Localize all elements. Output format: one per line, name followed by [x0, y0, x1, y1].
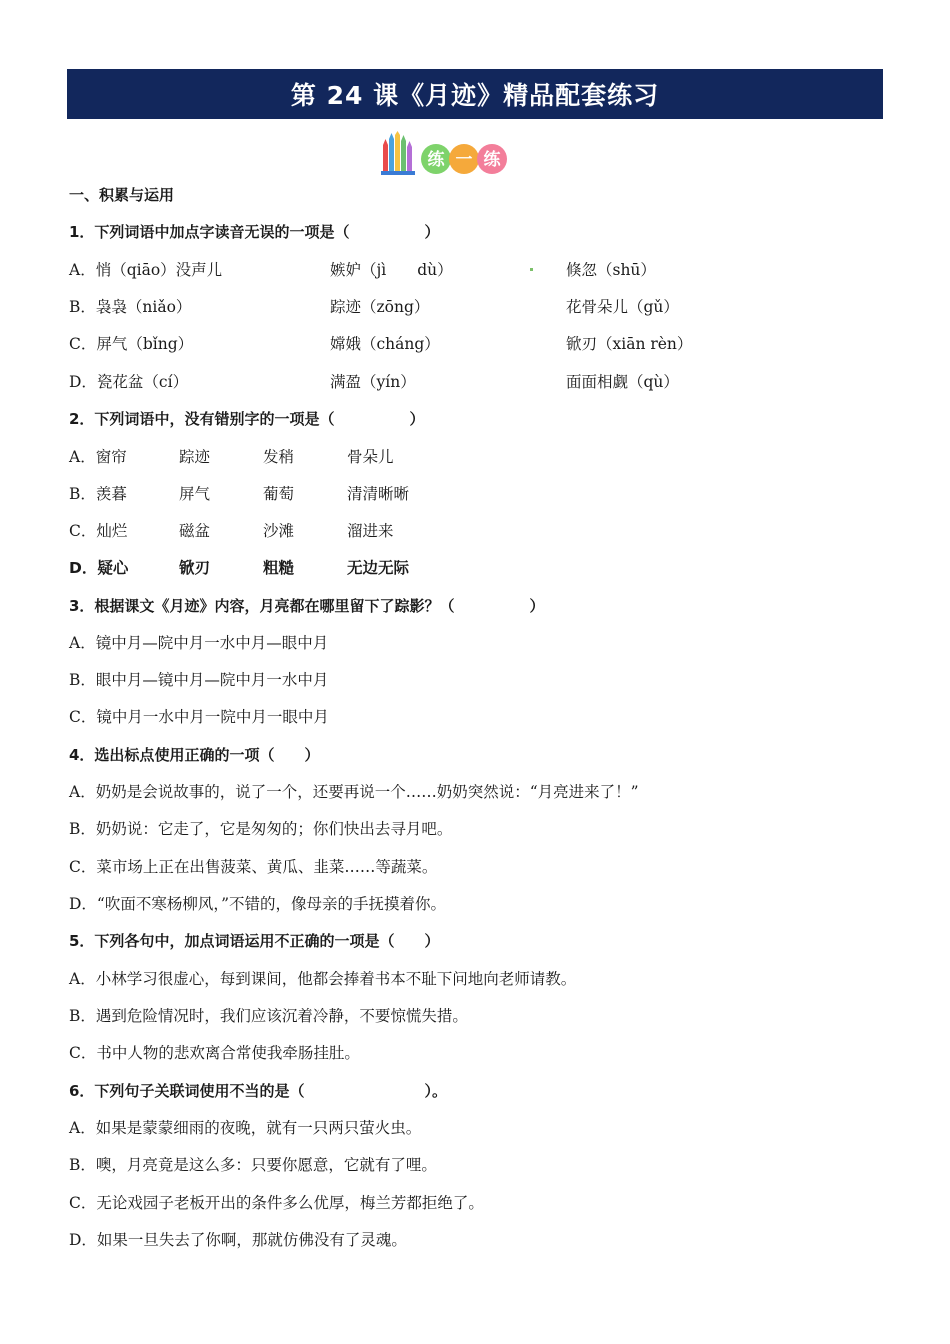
q5-option-c: C．书中人物的悲欢离合常使我牵肠挂肚。 — [69, 1044, 360, 1062]
q2-option-d-4: 无边无际 — [347, 559, 410, 577]
q6-option-d: D．如果一旦失去了你啊，那就仿佛没有了灵魂。 — [69, 1231, 407, 1249]
q2-option-c-2: 磁盆 — [179, 522, 211, 540]
q3-option-b: B．眼中月—镜中月—院中月一水中月 — [69, 671, 329, 689]
q1-option-a-2: 嫉妒（jì dù） — [330, 261, 453, 279]
q4-option-b: B．奶奶说：它走了，它是匆匆的；你们快出去寻月吧。 — [69, 820, 453, 838]
q2-option-a-1: A．窗帘 — [69, 448, 127, 466]
question-2-stem: 2．下列词语中，没有错别字的一项是（ ） — [69, 410, 425, 428]
q2-option-a-4: 骨朵儿 — [347, 448, 394, 466]
colored-pencils-icon — [381, 131, 415, 175]
practice-logo — [381, 131, 513, 177]
q2-option-c-3: 沙滩 — [263, 522, 295, 540]
q5-option-b: B．遇到危险情况时，我们应该沉着冷静，不要惊慌失措。 — [69, 1007, 468, 1025]
q1-option-a-3: 倏忽（shū） — [566, 261, 656, 279]
q1-option-d-3: 面面相觑（qù） — [566, 373, 679, 391]
q1-option-d-2: 满盈（yín） — [330, 373, 416, 391]
q2-option-d-2: 锨刃 — [179, 559, 211, 577]
q2-option-b-2: 屏气 — [179, 485, 211, 503]
question-3-stem: 3．根据课文《月迹》内容，月亮都在哪里留下了踪影？（ ） — [69, 597, 545, 615]
q6-option-c: C．无论戏园子老板开出的条件多么优厚，梅兰芳都拒绝了。 — [69, 1194, 484, 1212]
q1-option-b-1: B．袅袅（niǎo） — [69, 298, 192, 316]
question-6-stem: 6．下列句子关联词使用不当的是（ ）。 — [69, 1082, 447, 1100]
q1-option-c-2: 嫦娥（cháng） — [330, 335, 440, 353]
q1-option-b-3: 花骨朵儿（gǔ） — [566, 298, 679, 316]
q2-option-d-1: D．疑心 — [69, 559, 129, 577]
logo-char-3: 练 — [483, 150, 501, 170]
q2-option-d-3: 粗糙 — [263, 559, 295, 577]
title-banner — [67, 69, 883, 119]
stray-dot — [530, 268, 533, 271]
q2-option-c-1: C．灿烂 — [69, 522, 128, 540]
q1-option-d-1: D．瓷花盆（cí） — [69, 373, 189, 391]
q1-option-c-3: 锨刃（xiān rèn） — [566, 335, 693, 353]
q2-option-b-1: B．羡暮 — [69, 485, 127, 503]
q1-option-a-1: A．悄（qiāo）没声儿 — [69, 261, 223, 279]
logo-char-2: 一 — [455, 150, 473, 170]
q2-option-a-3: 发稍 — [263, 448, 295, 466]
q2-option-a-2: 踪迹 — [179, 448, 211, 466]
q3-option-a: A．镜中月—院中月一水中月—眼中月 — [69, 634, 329, 652]
q2-option-b-3: 葡萄 — [263, 485, 295, 503]
q2-option-b-4: 清清晰晰 — [347, 485, 410, 503]
page-title: 第 24 课《月迹》精品配套练习 — [290, 81, 660, 110]
question-5-stem: 5．下列各句中，加点词语运用不正确的一项是（ ） — [69, 932, 440, 950]
q1-option-c-1: C．屏气（bǐng） — [69, 335, 194, 353]
question-4-stem: 4．选出标点使用正确的一项（ ） — [69, 746, 320, 764]
q2-option-c-4: 溜进来 — [347, 522, 394, 540]
q6-option-b: B．噢，月亮竟是这么多：只要你愿意，它就有了哩。 — [69, 1156, 437, 1174]
q3-option-c: C．镜中月一水中月一院中月一眼中月 — [69, 708, 329, 726]
q4-option-d: D．“吹面不寒杨柳风，”不错的，像母亲的手抚摸着你。 — [69, 895, 447, 913]
logo-char-1: 练 — [427, 150, 445, 170]
q4-option-c: C．菜市场上正在出售菠菜、黄瓜、韭菜……等蔬菜。 — [69, 858, 438, 876]
q1-option-b-2: 踪迹（zōng） — [330, 298, 430, 316]
q5-option-a: A．小林学习很虚心，每到课间，他都会捧着书本不耻下问地向老师请教。 — [69, 970, 577, 988]
section-heading: 一、积累与运用 — [69, 186, 175, 204]
q4-option-a: A．奶奶是会说故事的，说了一个，还要再说一个……奶奶突然说：“月亮进来了！” — [69, 783, 639, 801]
q6-option-a: A．如果是蒙蒙细雨的夜晚，就有一只两只萤火虫。 — [69, 1119, 422, 1137]
question-1-stem: 1．下列词语中加点字读音无误的一项是（ ） — [69, 223, 440, 241]
